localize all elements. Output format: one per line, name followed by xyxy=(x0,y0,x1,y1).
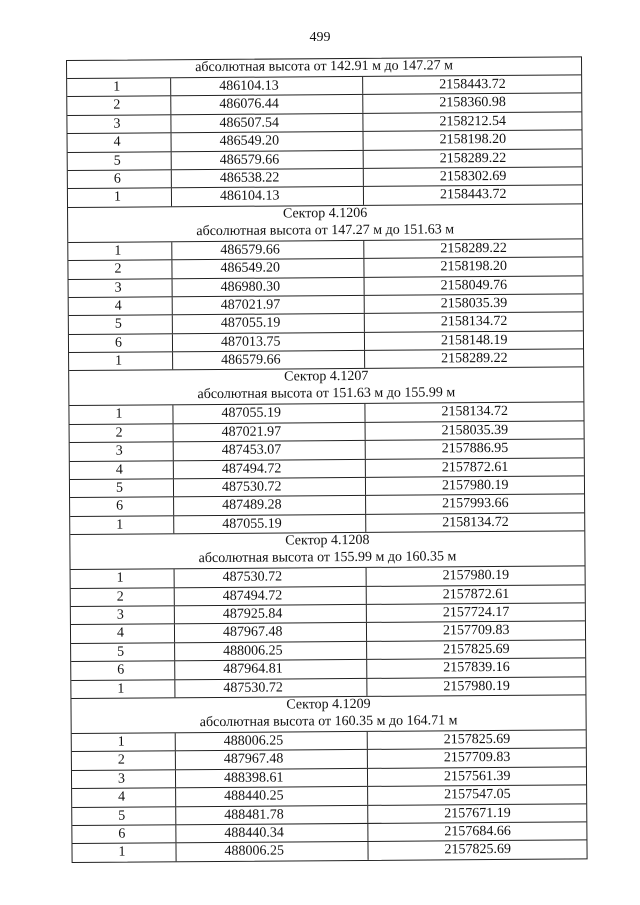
y-coordinate-cell: 2157724.17 xyxy=(442,604,510,621)
x-coordinate-cell: 487494.72 xyxy=(175,587,367,606)
sector-title: Сектор 4.1206 xyxy=(282,205,368,222)
x-coordinate-cell: 488481.78 xyxy=(176,805,368,824)
point-number-cell: 3 xyxy=(69,279,173,297)
point-number-cell: 1 xyxy=(71,569,175,587)
x-coordinate-cell: 488440.34 xyxy=(176,824,368,843)
x-coordinate-cell: 487967.48 xyxy=(175,623,367,642)
section-header xyxy=(71,695,585,734)
y-coordinate-cell: 2158289.22 xyxy=(439,150,507,166)
x-coordinate-cell: 486507.54 xyxy=(171,114,363,133)
point-number-cell: 2 xyxy=(72,752,176,770)
y-coordinate-cell: 2157684.66 xyxy=(444,823,511,840)
height-range-label: абсолютная высота от 151.63 м до 155.99 м xyxy=(197,385,456,403)
point-number-cell: 5 xyxy=(69,316,173,334)
page-number: 499 xyxy=(309,30,331,45)
height-range-label: абсолютная высота от 142.91 м до 147.27 м xyxy=(195,58,453,76)
x-coordinate-cell: 487055.19 xyxy=(174,515,366,534)
y-coordinate-cell: 2157671.19 xyxy=(444,805,511,821)
point-number-cell: 1 xyxy=(67,78,171,96)
point-number-cell: 4 xyxy=(69,297,173,315)
y-coordinate-cell: 2158443.72 xyxy=(439,76,506,93)
x-coordinate-cell: 487925.84 xyxy=(175,605,367,624)
point-number-cell: 6 xyxy=(72,825,176,843)
y-coordinate-cell: 2157825.69 xyxy=(443,641,510,658)
point-number-cell: 4 xyxy=(70,461,174,479)
y-coordinate-cell: 2158443.72 xyxy=(439,187,507,203)
x-coordinate-cell: 488006.25 xyxy=(176,842,368,861)
point-number-cell: 6 xyxy=(68,170,172,188)
x-coordinate-cell: 487530.72 xyxy=(174,478,366,497)
point-number-cell: 2 xyxy=(71,588,175,606)
y-coordinate-cell: 2158035.39 xyxy=(441,422,509,439)
y-coordinate-cell: 2157561.39 xyxy=(443,768,511,785)
x-coordinate-cell: 486538.22 xyxy=(172,169,364,188)
y-coordinate-cell: 2157709.83 xyxy=(442,623,510,639)
point-number-cell: 6 xyxy=(71,661,175,679)
point-number-cell: 1 xyxy=(68,189,172,207)
table-row xyxy=(72,841,586,862)
y-coordinate-cell: 2158198.20 xyxy=(440,259,508,275)
point-number-cell: 2 xyxy=(68,260,172,278)
point-number-cell: 1 xyxy=(70,516,174,534)
point-number-cell: 4 xyxy=(72,788,176,806)
point-number-cell: 5 xyxy=(72,807,176,825)
x-coordinate-cell: 486579.66 xyxy=(173,351,365,370)
x-coordinate-cell: 486980.30 xyxy=(173,277,365,296)
y-coordinate-cell: 2158148.19 xyxy=(440,332,508,349)
x-coordinate-cell: 486104.13 xyxy=(171,77,363,96)
x-coordinate-cell: 486579.66 xyxy=(172,241,364,260)
point-number-cell: 1 xyxy=(69,406,173,424)
y-coordinate-cell: 2157547.05 xyxy=(444,787,511,803)
y-coordinate-cell: 2158289.22 xyxy=(441,351,508,367)
x-coordinate-cell: 487489.28 xyxy=(174,496,366,515)
point-number-cell: 3 xyxy=(72,770,176,788)
y-coordinate-cell: 2158134.72 xyxy=(440,314,508,330)
x-coordinate-cell: 487021.97 xyxy=(173,296,365,315)
point-number-cell: 5 xyxy=(70,479,174,497)
x-coordinate-cell: 487967.48 xyxy=(176,750,368,769)
y-coordinate-cell: 2157980.19 xyxy=(443,678,510,694)
y-coordinate-cell: 2157872.61 xyxy=(442,586,510,602)
sector-title: Сектор 4.1207 xyxy=(284,369,369,385)
y-coordinate-cell: 2158049.76 xyxy=(440,277,508,293)
x-coordinate-cell: 487055.19 xyxy=(173,404,365,423)
x-coordinate-cell: 487013.75 xyxy=(173,333,365,352)
height-range-label: абсолютная высота от 147.27 м до 151.63 м xyxy=(196,222,455,239)
x-coordinate-cell: 486549.20 xyxy=(172,259,364,278)
point-number-cell: 3 xyxy=(71,606,175,624)
y-coordinate-cell: 2158289.22 xyxy=(440,240,507,257)
height-range-label: абсолютная высота от 155.99 м до 160.35 м xyxy=(198,549,457,567)
x-coordinate-cell: 486104.13 xyxy=(172,187,364,206)
x-coordinate-cell: 486549.20 xyxy=(172,132,364,151)
height-range-label: абсолютная высота от 160.35 м до 164.71 м xyxy=(199,713,458,731)
x-coordinate-cell: 487964.81 xyxy=(175,660,367,679)
x-coordinate-cell: 487021.97 xyxy=(174,423,366,442)
point-number-cell: 4 xyxy=(71,625,175,643)
point-number-cell: 1 xyxy=(68,242,172,260)
x-coordinate-cell: 487494.72 xyxy=(174,460,366,479)
point-number-cell: 1 xyxy=(72,733,176,751)
point-number-cell: 5 xyxy=(71,643,175,661)
point-number-cell: 6 xyxy=(70,498,174,516)
y-coordinate-cell: 2157709.83 xyxy=(443,750,511,766)
y-coordinate-cell: 2158360.98 xyxy=(439,95,506,111)
y-coordinate-cell: 2157872.61 xyxy=(441,459,509,476)
point-number-cell: 2 xyxy=(67,97,171,115)
y-coordinate-cell: 2158198.20 xyxy=(439,132,507,148)
section-header xyxy=(68,204,582,243)
y-coordinate-cell: 2157839.16 xyxy=(443,660,510,676)
y-coordinate-cell: 2157993.66 xyxy=(442,496,509,512)
y-coordinate-cell: 2157825.69 xyxy=(444,842,512,858)
y-coordinate-cell: 2158302.69 xyxy=(439,168,507,185)
y-coordinate-cell: 2157886.95 xyxy=(441,441,509,457)
x-coordinate-cell: 487530.72 xyxy=(175,568,367,587)
point-number-cell: 2 xyxy=(70,424,174,442)
x-coordinate-cell: 488398.61 xyxy=(176,769,368,788)
y-coordinate-cell: 2157825.69 xyxy=(443,731,511,748)
point-number-cell: 1 xyxy=(72,844,176,862)
x-coordinate-cell: 487453.07 xyxy=(174,441,366,460)
coordinates-table xyxy=(66,56,588,862)
y-coordinate-cell: 2158134.72 xyxy=(442,514,509,531)
point-number-cell: 6 xyxy=(69,334,173,352)
point-number-cell: 3 xyxy=(70,443,174,461)
y-coordinate-cell: 2158035.39 xyxy=(440,295,508,312)
point-number-cell: 1 xyxy=(69,352,173,370)
point-number-cell: 5 xyxy=(68,152,172,170)
x-coordinate-cell: 487530.72 xyxy=(175,678,367,697)
point-number-cell: 3 xyxy=(67,115,171,133)
x-coordinate-cell: 486579.66 xyxy=(172,150,364,169)
x-coordinate-cell: 487055.19 xyxy=(173,314,365,333)
sector-title: Сектор 4.1208 xyxy=(285,533,370,549)
point-number-cell: 4 xyxy=(68,133,172,151)
y-coordinate-cell: 2157980.19 xyxy=(441,477,509,494)
y-coordinate-cell: 2157980.19 xyxy=(442,568,510,584)
y-coordinate-cell: 2158212.54 xyxy=(439,113,506,130)
section-header xyxy=(70,532,584,571)
x-coordinate-cell: 486076.44 xyxy=(171,95,363,114)
x-coordinate-cell: 488440.25 xyxy=(176,787,368,806)
y-coordinate-cell: 2158134.72 xyxy=(441,404,509,420)
x-coordinate-cell: 488006.25 xyxy=(176,732,368,751)
point-number-cell: 1 xyxy=(71,680,175,698)
section-header xyxy=(69,368,583,407)
sector-title: Сектор 4.1209 xyxy=(286,696,371,713)
x-coordinate-cell: 488006.25 xyxy=(175,642,367,661)
